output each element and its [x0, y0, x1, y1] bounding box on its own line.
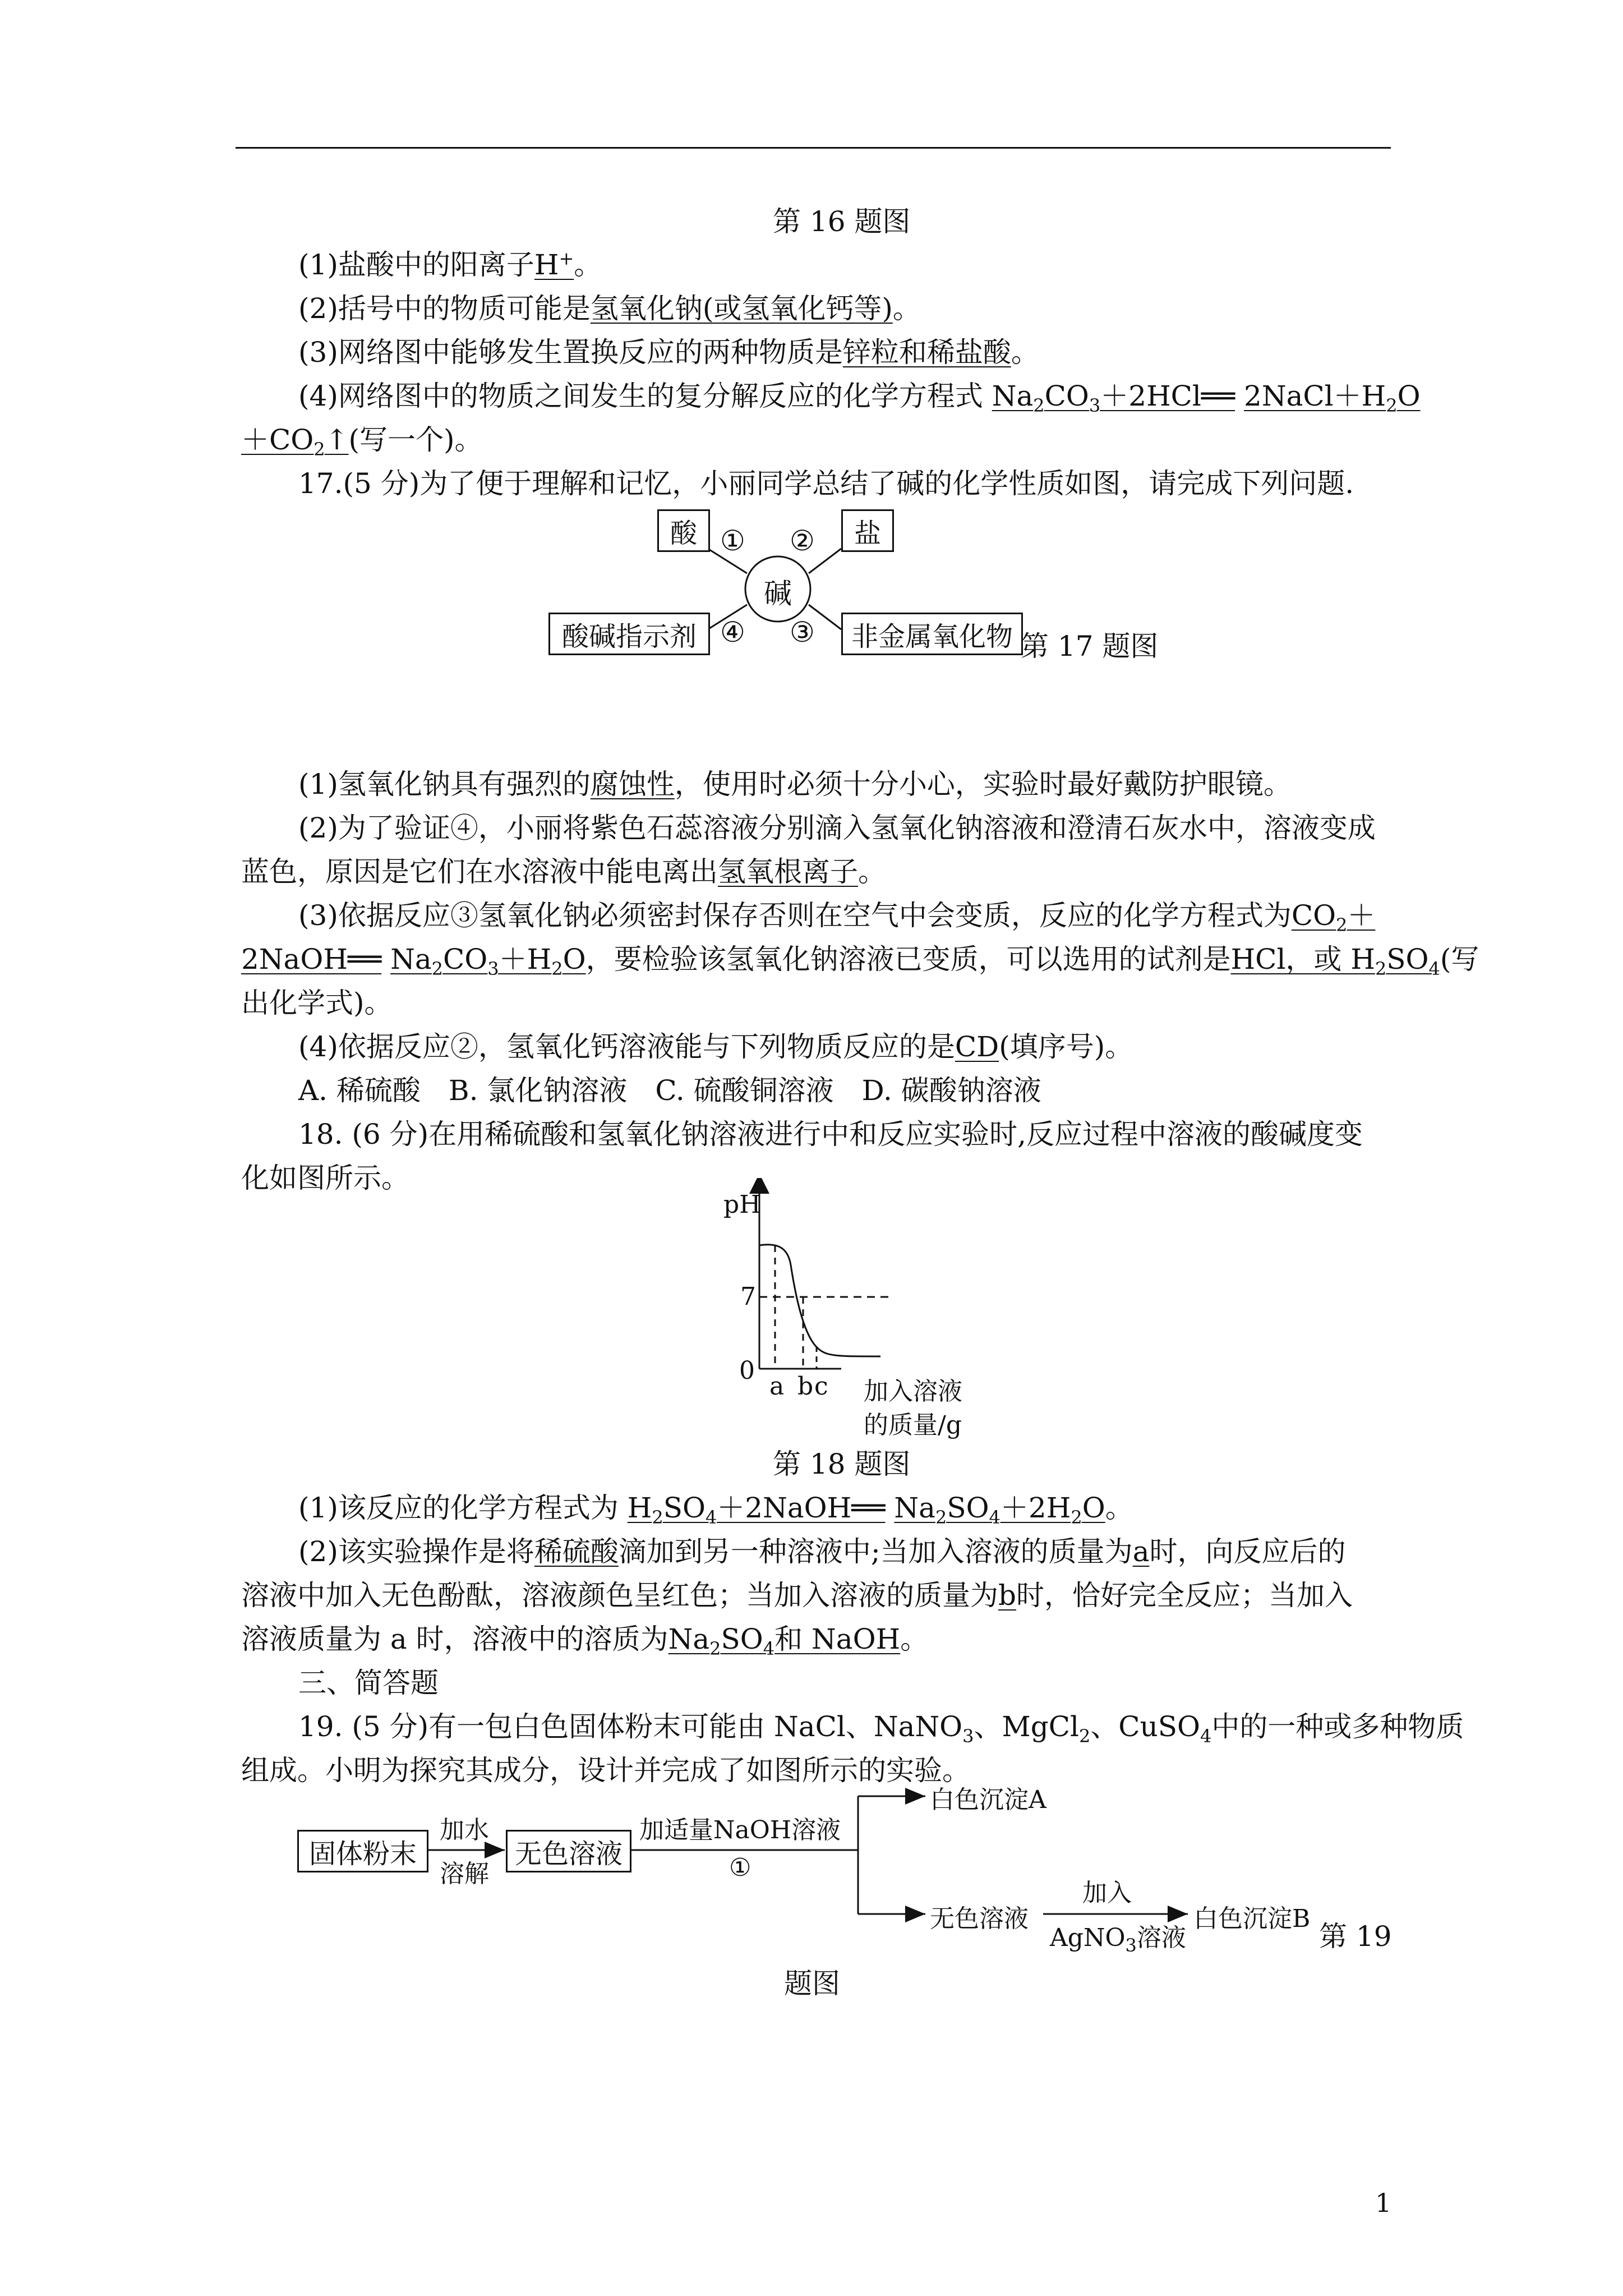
q18-p1: (1)该反应的化学方程式为 $H_2SO_4+2NaOH══$ $Na_2SO_4+2H_2O$。: [298, 1492, 1133, 1528]
q17-box-salt: 盐: [841, 509, 894, 552]
q18-p2-line3: 溶液质量为 a 时，溶液中的溶质为$Na_2SO_4$和 NaOH。: [241, 1623, 929, 1659]
q17-options: A. 稀硫酸 B. 氯化钠溶液 C. 硫酸铜溶液 D. 碳酸钠溶液: [298, 1074, 1041, 1107]
q19-caption-b: 题图: [784, 1967, 840, 2000]
q19-agno3: AgNO$_3$溶液: [1050, 1924, 1186, 1956]
q17-p3-answer-reagent: HCl，或 $H_2SO_4$: [1230, 943, 1440, 979]
q17-p3-line1: (3)依据反应③氢氧化钠必须密封保存否则在空气中会变质，反应的化学方程式为$CO_2+$: [298, 899, 1376, 936]
q16-p4-answer-rhs: $2NaCl+H_2O$: [1244, 380, 1421, 416]
q17-p3-line3: 出化学式)。: [241, 987, 393, 1019]
q19-white-b: 白色沉淀B: [1193, 1904, 1311, 1933]
q17-caption: 第 17 题图: [1021, 630, 1159, 662]
q17-p3-answer-a: $CO_2+$: [1291, 899, 1376, 936]
q18-tick-c: c: [814, 1372, 828, 1401]
q16-p4-answer-lhs: $Na_2CO_3+2HCl══$: [992, 380, 1235, 416]
q18-xlabel-1: 加入溶液: [864, 1377, 962, 1406]
q17-p3-answer-b: 2NaOH══: [241, 943, 382, 976]
q19-line2: 组成。小明为探究其成分，设计并完成了如图所示的实验。: [241, 1754, 970, 1787]
q18-origin: 0: [739, 1356, 755, 1385]
q18-tick-a: a: [769, 1372, 785, 1401]
section-heading: 三、简答题: [298, 1667, 439, 1699]
q18-p2-answer-3: b: [998, 1579, 1017, 1612]
q18-p1-answer-rhs: $Na_2SO_4+2H_2O$: [894, 1492, 1105, 1528]
q16-p2-answer: 氢氧化钠(或氢氧化钙等): [590, 292, 893, 325]
q16-p2: (2)括号中的物质可能是氢氧化钠(或氢氧化钙等)。: [298, 292, 921, 325]
q16-p1-answer: H+: [534, 247, 574, 281]
q19-add: 加入: [1082, 1879, 1132, 1907]
q19-white-a: 白色沉淀A: [930, 1786, 1046, 1814]
q17-p2-line1: (2)为了验证④，小丽将紫色石蕊溶液分别滴入氢氧化钠溶液和澄清石灰水中，溶液变成: [298, 812, 1376, 844]
q17-label-4: ④: [720, 616, 745, 648]
q17-box-acid: 酸: [657, 509, 710, 552]
q17-box-indicator: 酸碱指示剂: [548, 613, 710, 655]
q18-intro-line1: 18. (6 分)在用稀硫酸和氢氧化钠溶液进行中和反应实验时,反应过程中溶液的酸碱度变: [298, 1118, 1363, 1151]
q16-p1-text: (1)盐酸中的阳离子: [298, 249, 534, 281]
q19-step-1: ①: [729, 1853, 751, 1882]
q19-colorless-2: 无色溶液: [930, 1904, 1029, 1933]
q19-line1: 19. (5 分)有一包白色固体粉末可能由 NaCl、NaNO$_3$、MgCl$_2$、CuSO$_4$中的一种或多种物质: [298, 1710, 1464, 1747]
q18-p2-answer-1: 稀硫酸: [534, 1535, 619, 1568]
q19-dissolve: 溶解: [440, 1860, 489, 1888]
q17-p1: (1)氢氧化钠具有强烈的腐蚀性，使用时必须十分小心，实验时最好戴防护眼镜。: [298, 768, 1292, 800]
q16-p4-answer-gas: $+CO_2↑$: [241, 424, 349, 460]
q17-intro: 17.(5 分)为了便于理解和记忆，小丽同学总结了碱的化学性质如图，请完成下列问题.: [298, 467, 1354, 500]
q16-caption: 第 16 题图: [773, 205, 911, 238]
q19-caption-a: 第 19: [1319, 1920, 1392, 1953]
q18-p2-line2: 溶液中加入无色酚酞，溶液颜色呈红色；当加入溶液的质量为b时，恰好完全反应；当加入: [241, 1579, 1353, 1612]
q17-p3-line2: 2NaOH══ $Na_2CO_3+H_2O$，要检验该氢氧化钠溶液已变质，可以选用的试剂是HCl，或 $H_2SO_4$(写: [241, 943, 1479, 979]
q18-xlabel-2: 的质量/g: [864, 1411, 962, 1439]
q16-p3-answer: 锌粒和稀盐酸: [842, 336, 1011, 369]
q18-intro-line2: 化如图所示。: [241, 1162, 409, 1194]
q17-p1-answer: 腐蚀性: [590, 768, 675, 800]
q16-p1: (1)盐酸中的阳离子H+。: [298, 247, 602, 281]
q18-tick-b: b: [797, 1372, 814, 1401]
q19-box-colorless: 无色溶液: [506, 1830, 631, 1872]
q16-p4-line2: $+CO_2↑$(写一个)。: [241, 424, 483, 460]
q18-ph-curve: [759, 1245, 880, 1356]
q17-center-label: 碱: [764, 577, 792, 610]
q17-p3-answer-c: $Na_2CO_3+H_2O$: [390, 943, 586, 979]
q17-p4: (4)依据反应②，氢氧化钙溶液能与下列物质反应的是CD(填序号)。: [298, 1030, 1133, 1063]
q18-p2-line1: (2)该实验操作是将稀硫酸滴加到另一种溶液中;当加入溶液的质量为a时，向反应后的: [298, 1535, 1346, 1568]
page-number: 1: [1375, 2188, 1392, 2218]
q16-p4-line1: (4)网络图中的物质之间发生的复分解反应的化学方程式 $Na_2CO_3+2HCl══$ $2NaCl+H_2O$: [298, 380, 1421, 416]
q17-label-3: ③: [790, 616, 815, 648]
q18-ylabel: pH: [723, 1190, 761, 1219]
q19-box-solid: 固体粉末: [297, 1830, 428, 1872]
q18-caption: 第 18 题图: [773, 1448, 911, 1480]
q18-p2-answer-2: a: [1132, 1535, 1150, 1568]
q18-p2-answer-4: $Na_2SO_4$和 NaOH: [668, 1623, 901, 1659]
q18-tick-7: 7: [740, 1282, 756, 1311]
q17-box-oxide: 非金属氧化物: [841, 613, 1023, 655]
q16-p3: (3)网络图中能够发生置换反应的两种物质是锌粒和稀盐酸。: [298, 336, 1039, 369]
q17-label-2: ②: [790, 524, 815, 557]
q19-add-water: 加水: [440, 1816, 489, 1844]
q17-p4-answer: CD: [955, 1030, 999, 1063]
q18-p1-answer-lhs: $H_2SO_4+2NaOH══$: [627, 1492, 886, 1528]
q17-p2-answer: 氢氧根离子: [718, 855, 858, 888]
q19-naoh-label: 加适量NaOH溶液: [639, 1816, 841, 1844]
q17-label-1: ①: [720, 524, 745, 557]
q17-p2-line2: 蓝色，原因是它们在水溶液中能电离出氢氧根离子。: [241, 855, 886, 888]
